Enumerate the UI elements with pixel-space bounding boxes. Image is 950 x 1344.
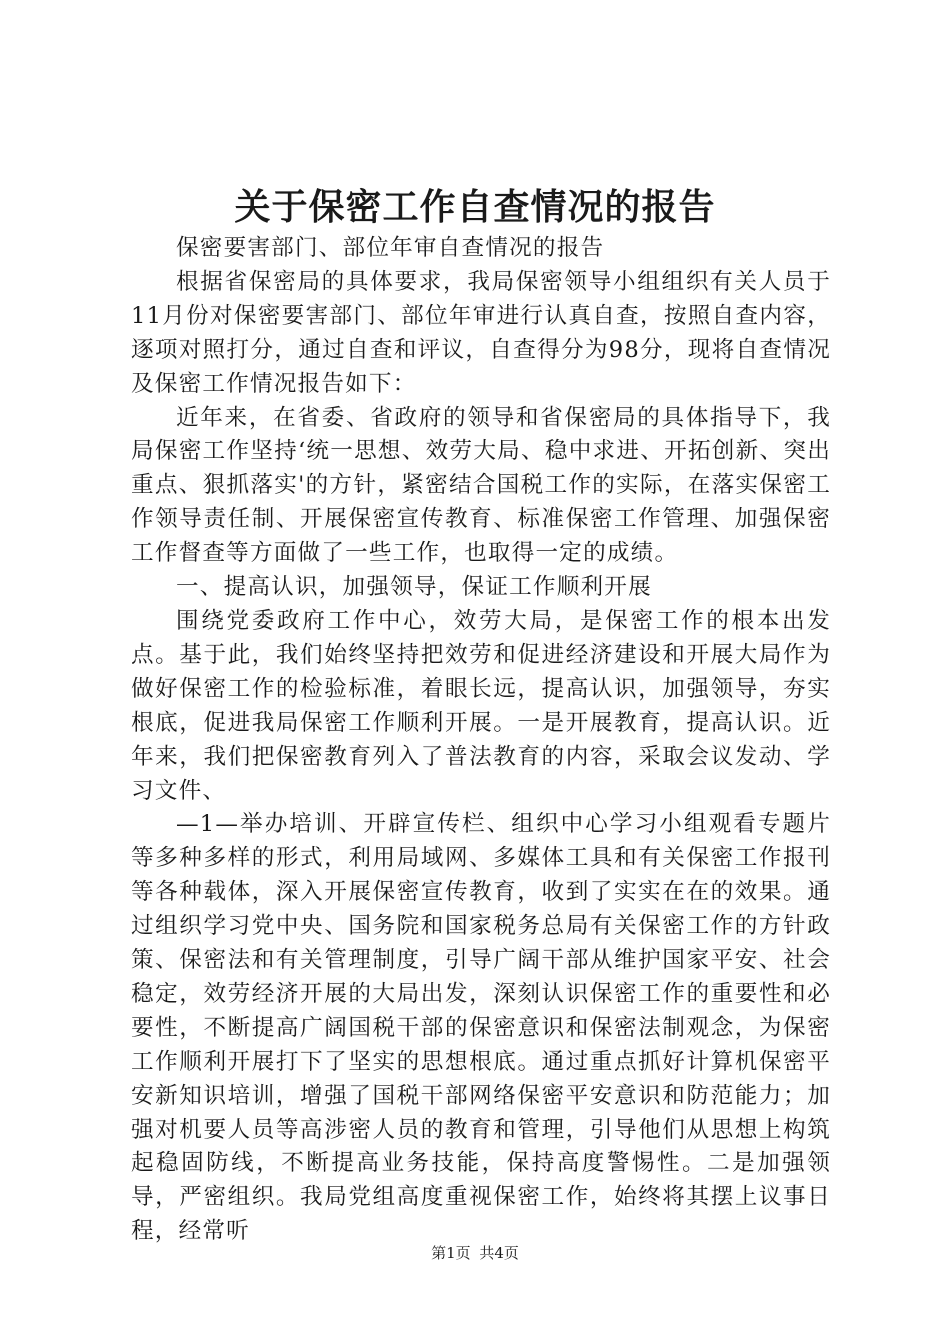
- paragraph-section-1: 围绕党委政府工作中心，效劳大局，是保密工作的根本出发点。基于此，我们始终坚持把效劳和促进经济建设和开展大局作为做好保密工作的检验标准，着眼长远，提高认识，加强领导，夯实根底，促进我局保密工作顺利开展。一是开展教育，提高认识。近年来，我们把保密教育列入了普法教育的内容，采取会议发动、学习文件、: [131, 607, 831, 804]
- paragraph-intro: 根据省保密局的具体要求，我局保密领导小组组织有关人员于11月份对保密要害部门、部位年审进行认真自查，按照自查内容，逐项对照打分，通过自查和评议，自查得分为98分，现将自查情况及保密工作情况报告如下：: [131, 268, 831, 397]
- page-footer: [0, 1243, 950, 1263]
- document-title: 关于保密工作自查情况的报告: [234, 186, 716, 228]
- page-total: 共4页: [479, 1244, 519, 1262]
- document-body: [131, 232, 831, 1249]
- paragraph-section-1-continued: —1—举办培训、开辟宣传栏、组织中心学习小组观看专题片等多种多样的形式，利用局域网、多媒体工具和有关保密工作报刊等各种载体，深入开展保密宣传教育，收到了实实在在的效果。通过组织学习党中央、国务院和国家税务总局有关保密工作的方针政策、保密法和有关管理制度，引导广阔干部从维护国家平安、社会稳定，效劳经济开展的大局出发，深刻认识保密工作的重要性和必要性，不断提高广阔国税干部的保密意识和保密法制观念，为保密工作顺利开展打下了坚实的思想根底。通过重点抓好计算机保密平安新知识培训，增强了国税干部网络保密平安意识和防范能力；加强对机要人员等高涉密人员的教育和管理，引导他们从思想上构筑起稳固防线，不断提高业务技能，保持高度警惕性。二是加强领导，严密组织。我局党组高度重视保密工作，始终将其摆上议事日程，经常听: [131, 811, 831, 1245]
- section-heading: 一、提高认识，加强领导，保证工作顺利开展: [176, 574, 652, 601]
- paragraph-overview: 近年来，在省委、省政府的领导和省保密局的具体指导下，我局保密工作坚持‘统一思想、效劳大局、稳中求进、开拓创新、突出重点、狠抓落实'的方针，紧密结合国税工作的实际，在落实保密工作领导责任制、开展保密宣传教育、标准保密工作管理、加强保密工作督查等方面做了一些工作，也取得一定的成绩。: [131, 404, 831, 567]
- page-number: 第1页: [431, 1244, 471, 1262]
- paragraph-subtitle: 保密要害部门、部位年审自查情况的报告: [176, 235, 605, 261]
